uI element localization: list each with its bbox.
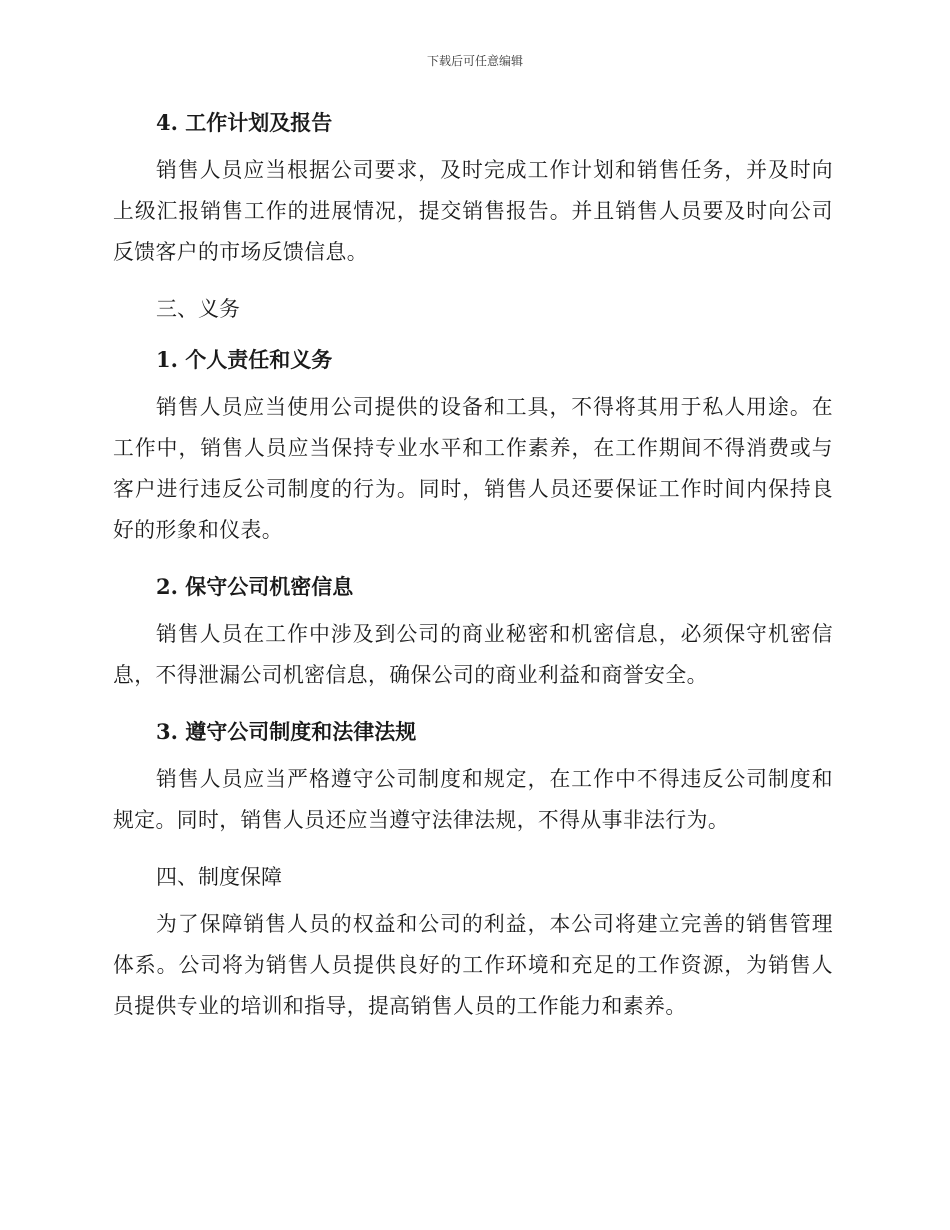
section-heading-personal-duty: 1. 个人责任和义务 bbox=[156, 347, 333, 372]
paragraph-confidentiality: 销售人员在工作中涉及到公司的商业秘密和机密信息，必须保守机密信息，不得泄漏公司机密信息，确保公司的商业利益和商誉安全。 bbox=[113, 622, 833, 687]
paragraph-compliance: 销售人员应当严格遵守公司制度和规定，在工作中不得违反公司制度和规定。同时，销售人员还应当遵守法律法规，不得从事非法行为。 bbox=[113, 767, 833, 832]
paragraph-guarantee: 为了保障销售人员的权益和公司的利益，本公司将建立完善的销售管理体系。公司将为销售人员提供良好的工作环境和充足的工作资源，为销售人员提供专业的培训和指导，提高销售人员的工作能力和素养。 bbox=[113, 912, 833, 1018]
section-heading-confidentiality: 2. 保守公司机密信息 bbox=[156, 574, 354, 599]
paragraph-work-plan: 销售人员应当根据公司要求，及时完成工作计划和销售任务，并及时向上级汇报销售工作的进展情况，提交销售报告。并且销售人员要及时向公司反馈客户的市场反馈信息。 bbox=[113, 158, 833, 264]
section-heading-work-plan: 4. 工作计划及报告 bbox=[156, 110, 333, 135]
section-heading-compliance: 3. 遵守公司制度和法律法规 bbox=[156, 719, 417, 744]
section-heading-guarantee: 四、制度保障 bbox=[156, 865, 282, 889]
page-header: 下载后可任意编辑 bbox=[426, 54, 523, 68]
paragraph-personal-duty: 销售人员应当使用公司提供的设备和工具，不得将其用于私人用途。在工作中，销售人员应当保持专业水平和工作素养，在工作期间不得消费或与客户进行违反公司制度的行为。同时，销售人员还要保证工作时间内保持良好的形象和仪表。 bbox=[113, 395, 833, 542]
document-body bbox=[113, 108, 833, 1027]
section-heading-duties: 三、义务 bbox=[156, 297, 240, 321]
